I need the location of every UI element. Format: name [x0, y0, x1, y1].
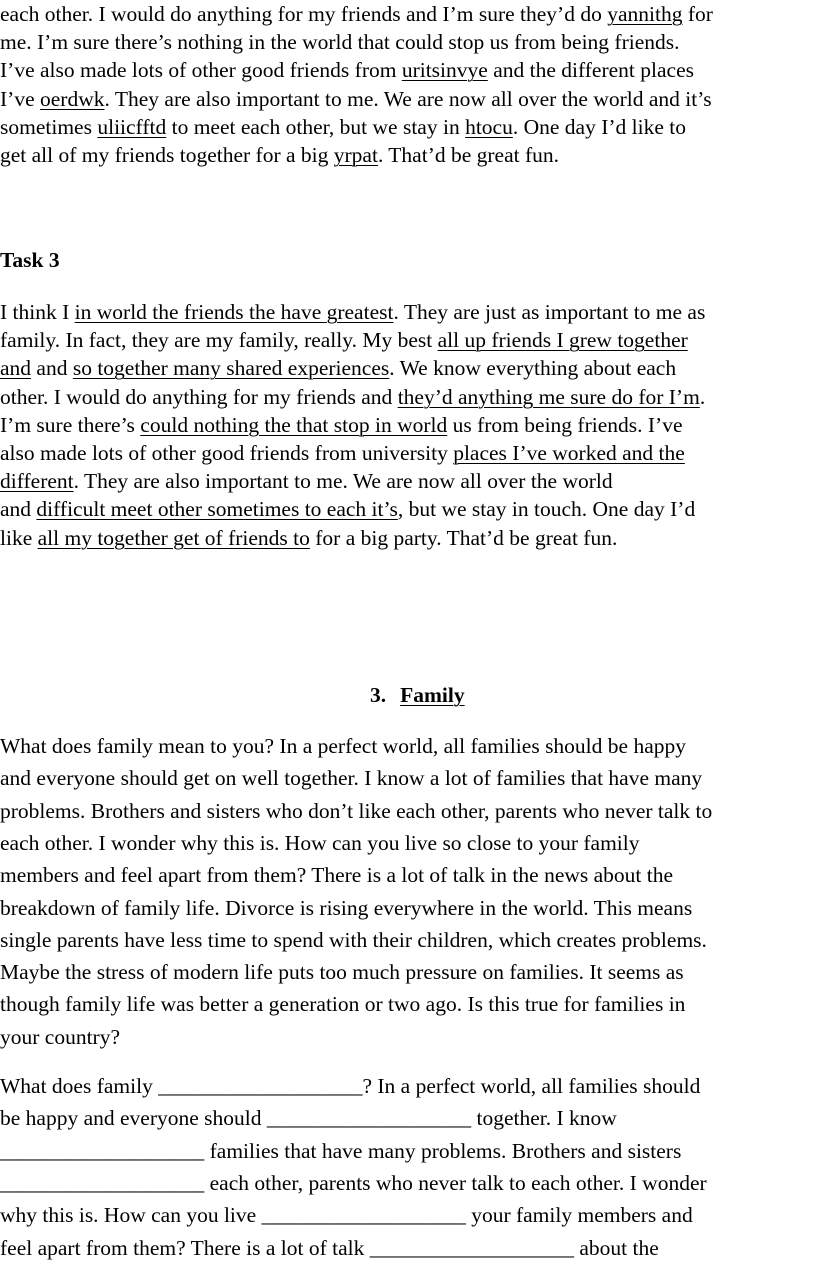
text-segment: ___________________	[158, 1074, 363, 1098]
text-segment: Maybe the stress of modern life puts too much pressure on families. It seems as	[0, 960, 684, 985]
family-line	[0, 796, 712, 826]
family-line	[0, 957, 684, 987]
family-line	[0, 763, 702, 793]
gap-fill-line	[0, 1200, 693, 1230]
family-line	[0, 989, 685, 1019]
text-segment: family. In fact, they are my family, really. My best	[0, 328, 438, 353]
underlined-word: htocu	[465, 114, 513, 139]
text-segment: . One day I’d like to	[512, 114, 687, 139]
text-segment: . We know everything about each	[389, 356, 677, 381]
text-segment: I think I	[0, 300, 75, 324]
underlined-word: places I’ve worked and the	[453, 441, 685, 465]
text-segment: , but we stay in touch. One day I’d	[397, 497, 696, 522]
text-segment: and everyone should get on well together. I know a lot of families that have many	[0, 766, 703, 791]
text-segment: though family life was better a generation or two ago. Is this true for families in	[0, 992, 686, 1017]
text-segment: why this is. How can you live	[0, 1203, 262, 1228]
text-segment: other. I would do anything for my friends and	[0, 384, 398, 409]
passage-line	[0, 28, 680, 56]
text-segment: and	[31, 356, 73, 381]
passage-line	[0, 141, 559, 169]
task3-line	[0, 354, 676, 382]
family-line	[0, 925, 707, 955]
task3-line	[0, 326, 688, 354]
task3-line	[0, 495, 695, 523]
gap-fill-line	[0, 1168, 707, 1198]
underlined-word: yrpat	[333, 143, 378, 167]
text-segment: families that have many problems. Brothers and sisters	[204, 1138, 682, 1163]
family-line	[0, 893, 692, 923]
underlined-word: in world the friends the have greatest	[74, 300, 394, 324]
text-segment: together. I know	[471, 1106, 617, 1131]
text-segment: I’m sure there’s	[0, 412, 141, 437]
text-segment: about the	[573, 1235, 659, 1260]
text-segment: breakdown of family life. Divorce is rising everywhere in the world. This means	[0, 895, 693, 920]
task3-line	[0, 467, 613, 495]
underlined-word: oerdwk	[40, 86, 105, 111]
text-segment: me. I’m sure there’s nothing in the world that could stop us from being friends.	[0, 30, 680, 55]
text-segment: . That’d be great fun.	[377, 143, 560, 167]
text-segment: feel apart from them? There is a lot of talk	[0, 1235, 370, 1260]
section-heading	[370, 681, 465, 709]
task3-heading: Task 3	[0, 248, 60, 272]
text-segment: ___________________	[369, 1235, 574, 1260]
task3-line	[0, 298, 705, 326]
passage-line	[0, 113, 686, 141]
text-segment: like	[0, 525, 38, 550]
text-segment: What does family mean to you? In a perfect world, all families should be happy	[0, 734, 686, 758]
text-segment: I’ve also made lots of other good friends from	[0, 58, 402, 83]
text-segment: your family members and	[465, 1203, 693, 1228]
text-segment: for a big party. That’d be great fun.	[309, 525, 618, 550]
family-line	[0, 860, 673, 890]
gap-fill-line	[0, 1233, 659, 1263]
underlined-word: so together many shared experiences	[72, 356, 390, 381]
text-segment: also made lots of other good friends from university	[0, 441, 454, 465]
section-title: Family	[400, 683, 465, 707]
text-segment: .	[699, 384, 706, 409]
text-segment: ___________________	[266, 1106, 472, 1131]
text-segment: sometimes	[0, 114, 98, 139]
text-segment: . They are also important to me. We are now all over the world and it’s	[104, 86, 712, 111]
text-segment: get all of my friends together for a big	[0, 143, 334, 167]
text-segment: single parents have less time to spend with their children, which creates problems.	[0, 927, 707, 952]
underlined-word: difficult meet other sometimes to each it’s	[36, 497, 398, 522]
underlined-word: uliicfftd	[97, 114, 167, 139]
gap-fill-line	[0, 1103, 617, 1133]
text-segment: problems. Brothers and sisters who don’t like each other, parents who never talk to	[0, 798, 713, 823]
text-segment: each other, parents who never talk to each other. I wonder	[204, 1170, 707, 1195]
family-line	[0, 828, 640, 858]
task3-line	[0, 411, 683, 439]
text-segment: ___________________	[0, 1170, 205, 1195]
underlined-word: all my together get of friends to	[37, 525, 310, 550]
underlined-word: all up friends I grew together	[437, 328, 688, 353]
text-segment: and the different places	[487, 58, 694, 83]
text-segment: to meet each other, but we stay in	[166, 114, 466, 139]
text-segment: What does family	[0, 1074, 159, 1098]
text-segment: . They are also important to me. We are now all over the world	[73, 469, 613, 494]
underlined-word: and	[0, 356, 32, 381]
text-segment: I’ve	[0, 86, 40, 111]
passage-line	[0, 0, 713, 28]
text-segment: your country?	[0, 1024, 121, 1049]
text-segment: ___________________	[261, 1203, 466, 1228]
underlined-word: they’d anything me sure do for I’m	[397, 384, 700, 409]
text-segment: for	[682, 2, 713, 26]
task3-line	[0, 524, 617, 552]
text-segment: ___________________	[0, 1138, 205, 1163]
text-segment: us from being friends. I’ve	[447, 412, 683, 437]
text-segment: members and feel apart from them? There is a lot of talk in the news about the	[0, 863, 674, 888]
gap-fill-line	[0, 1071, 700, 1101]
underlined-word: uritsinvye	[401, 58, 488, 83]
text-segment: . They are just as important to me as	[393, 300, 706, 324]
family-line	[0, 731, 686, 761]
text-segment: be happy and everyone should	[0, 1106, 267, 1131]
passage-line	[0, 85, 712, 113]
task3-line	[0, 383, 705, 411]
text-segment: each other. I would do anything for my friends and I’m sure they’d do	[0, 2, 608, 26]
underlined-word: different	[0, 469, 74, 494]
task3-line	[0, 439, 685, 467]
underlined-word: yannithg	[607, 2, 683, 26]
section-number: 3.	[370, 683, 387, 707]
family-line	[0, 1022, 120, 1052]
passage-line	[0, 56, 694, 84]
text-segment: each other. I wonder why this is. How can you live so close to your family	[0, 830, 640, 855]
text-segment: ? In a perfect world, all families should	[362, 1074, 701, 1098]
gap-fill-line	[0, 1136, 681, 1166]
text-segment: and	[0, 497, 37, 522]
underlined-word: could nothing the that stop in world	[140, 412, 448, 437]
